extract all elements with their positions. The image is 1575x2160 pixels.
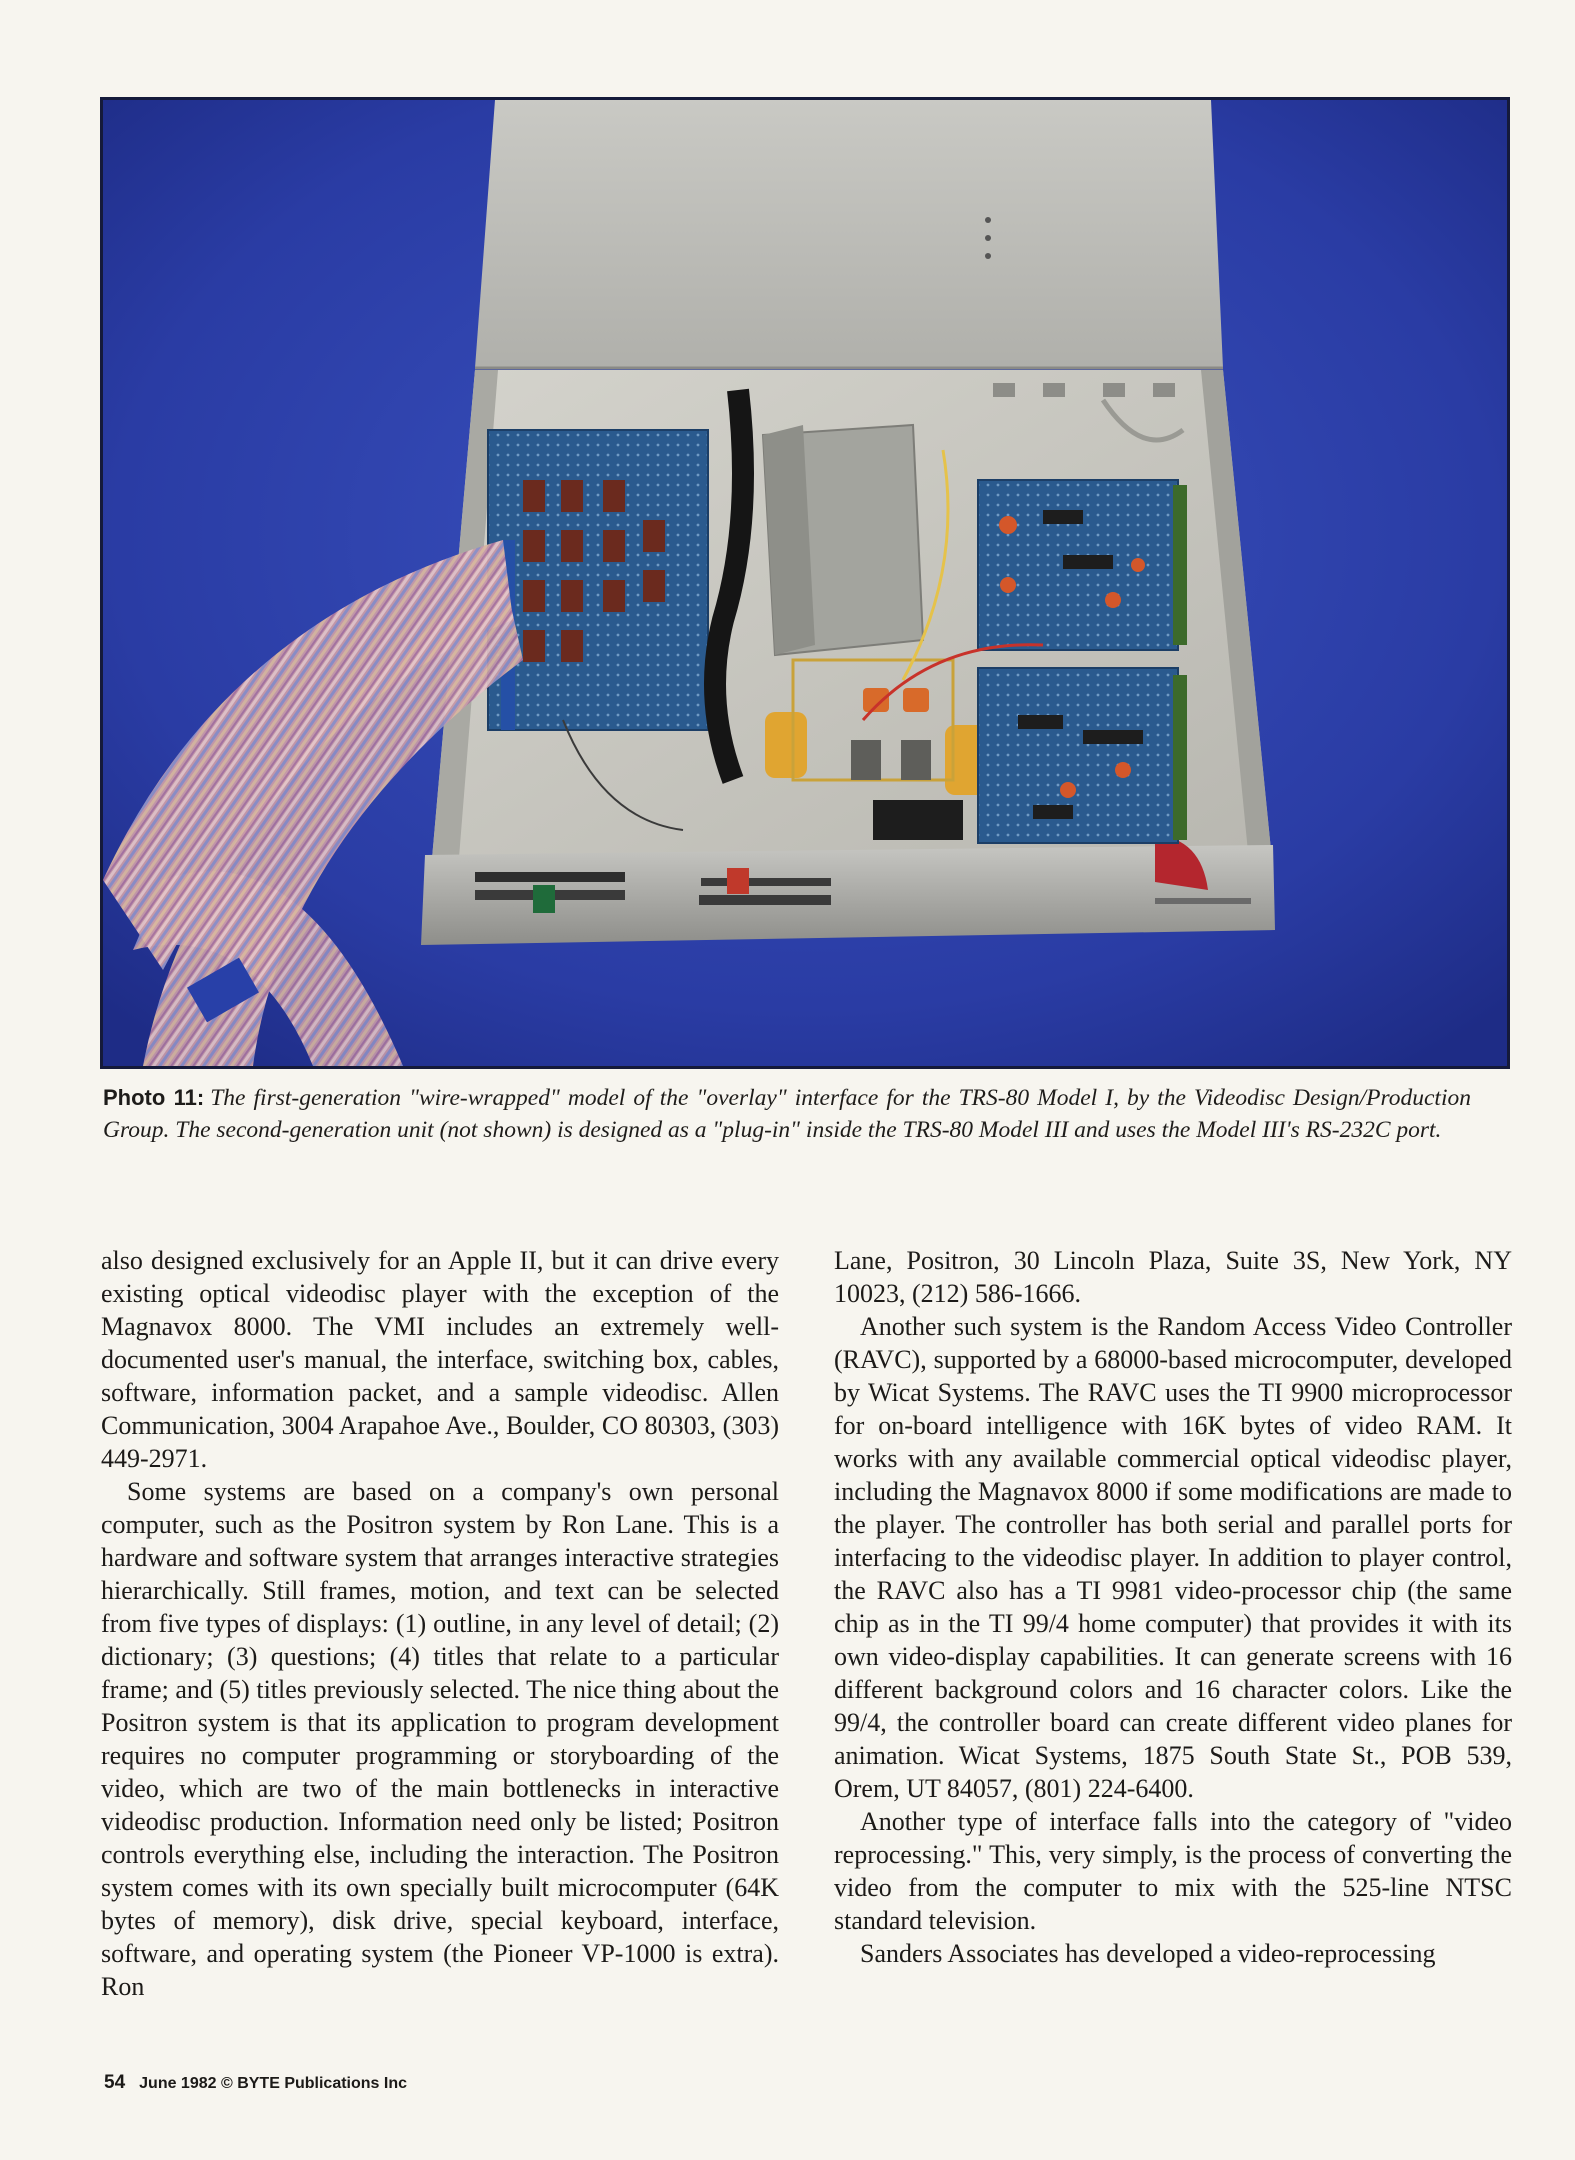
left-paragraph-2: Some systems are based on a company's own personal computer, such as the Positron system by Ron Lane. This is a hardware and software system that arranges interactive strategies hierarchically. Still frames, motion, and text can be selected from five types of displays: (1) outline, in any level of detail; (2) dictionary; (3) questions; (4) titles that relate to a particular frame; and (5) titles previously selected. The nice thing about the Positron system is that its application to program development requires no computer programming or storyboarding of the video, which are two of the main bottlenecks in interactive videodisc production. Information need only be listed; Positron controls everything else, including the interaction. The Positron system comes with its own specially built microcomputer (64K bytes of memory), disk drive, special keyboard, interface, software, and operating system (the Pioneer VP-1000 is extra). Ron	[101, 1477, 779, 2001]
page-footer	[104, 2072, 407, 2094]
right-paragraph-2: Another such system is the Random Access Video Controller (RAVC), supported by a 68000-based microcomputer, developed by Wicat Systems. The RAVC uses the TI 9900 microprocessor for on-board intelligence with 16K bytes of video RAM. It works with any available commercial optical videodisc player, including the Magnavox 8000 if some modifications are made to the player. The controller has both serial and parallel ports for interfacing to the videodisc player. In addition to player control, the RAVC also has a TI 9981 video-processor chip (the same chip as in the TI 99/4 home computer) that provides it with its own video-display capabilities. It can generate screens with 16 different background colors and 16 character colors. Like the 99/4, the controller board can create different video planes for animation. Wicat Systems, 1875 South State St., POB 539, Orem, UT 84057, (801) 224-6400.	[834, 1312, 1512, 1803]
page-number: 54	[104, 2072, 126, 2093]
footer-credit: June 1982 © BYTE Publications Inc	[139, 2075, 408, 2092]
photo-caption	[103, 1082, 1471, 1146]
left-column	[101, 1244, 779, 2003]
caption-text: The first-generation "wire-wrapped" model of the "overlay" interface for the TRS-80 Model I, by the Videodisc Design/Production Group. The second-generation unit (not shown) is designed as a "plug-in" inside the TRS-80 Model III and uses the Model III's RS-232C port.	[103, 1085, 1471, 1143]
left-paragraph-1: also designed exclusively for an Apple II, but it can drive every existing optical videodisc player with the exception of the Magnavox 8000. The VMI includes an extremely well-documented user's manual, the interface, switching box, cables, software, information packet, and a sample videodisc. Allen Communication, 3004 Arapahoe Ave., Boulder, CO 80303, (303) 449-2971.	[101, 1246, 779, 1473]
right-paragraph-1: Lane, Positron, 30 Lincoln Plaza, Suite 3S, New York, NY 10023, (212) 586-1666.	[834, 1246, 1512, 1308]
right-column	[834, 1244, 1512, 1970]
photo-equipment-icon	[103, 100, 1507, 1066]
right-paragraph-3: Another type of interface falls into the category of "video reprocessing." This, very simply, is the process of converting the video from the computer to mix with the 525-line NTSC standard television.	[834, 1807, 1512, 1935]
right-paragraph-4: Sanders Associates has developed a video-reprocessing	[860, 1939, 1436, 1968]
caption-lead: Photo 11:	[103, 1085, 205, 1110]
photo-interface-unit	[100, 97, 1510, 1069]
